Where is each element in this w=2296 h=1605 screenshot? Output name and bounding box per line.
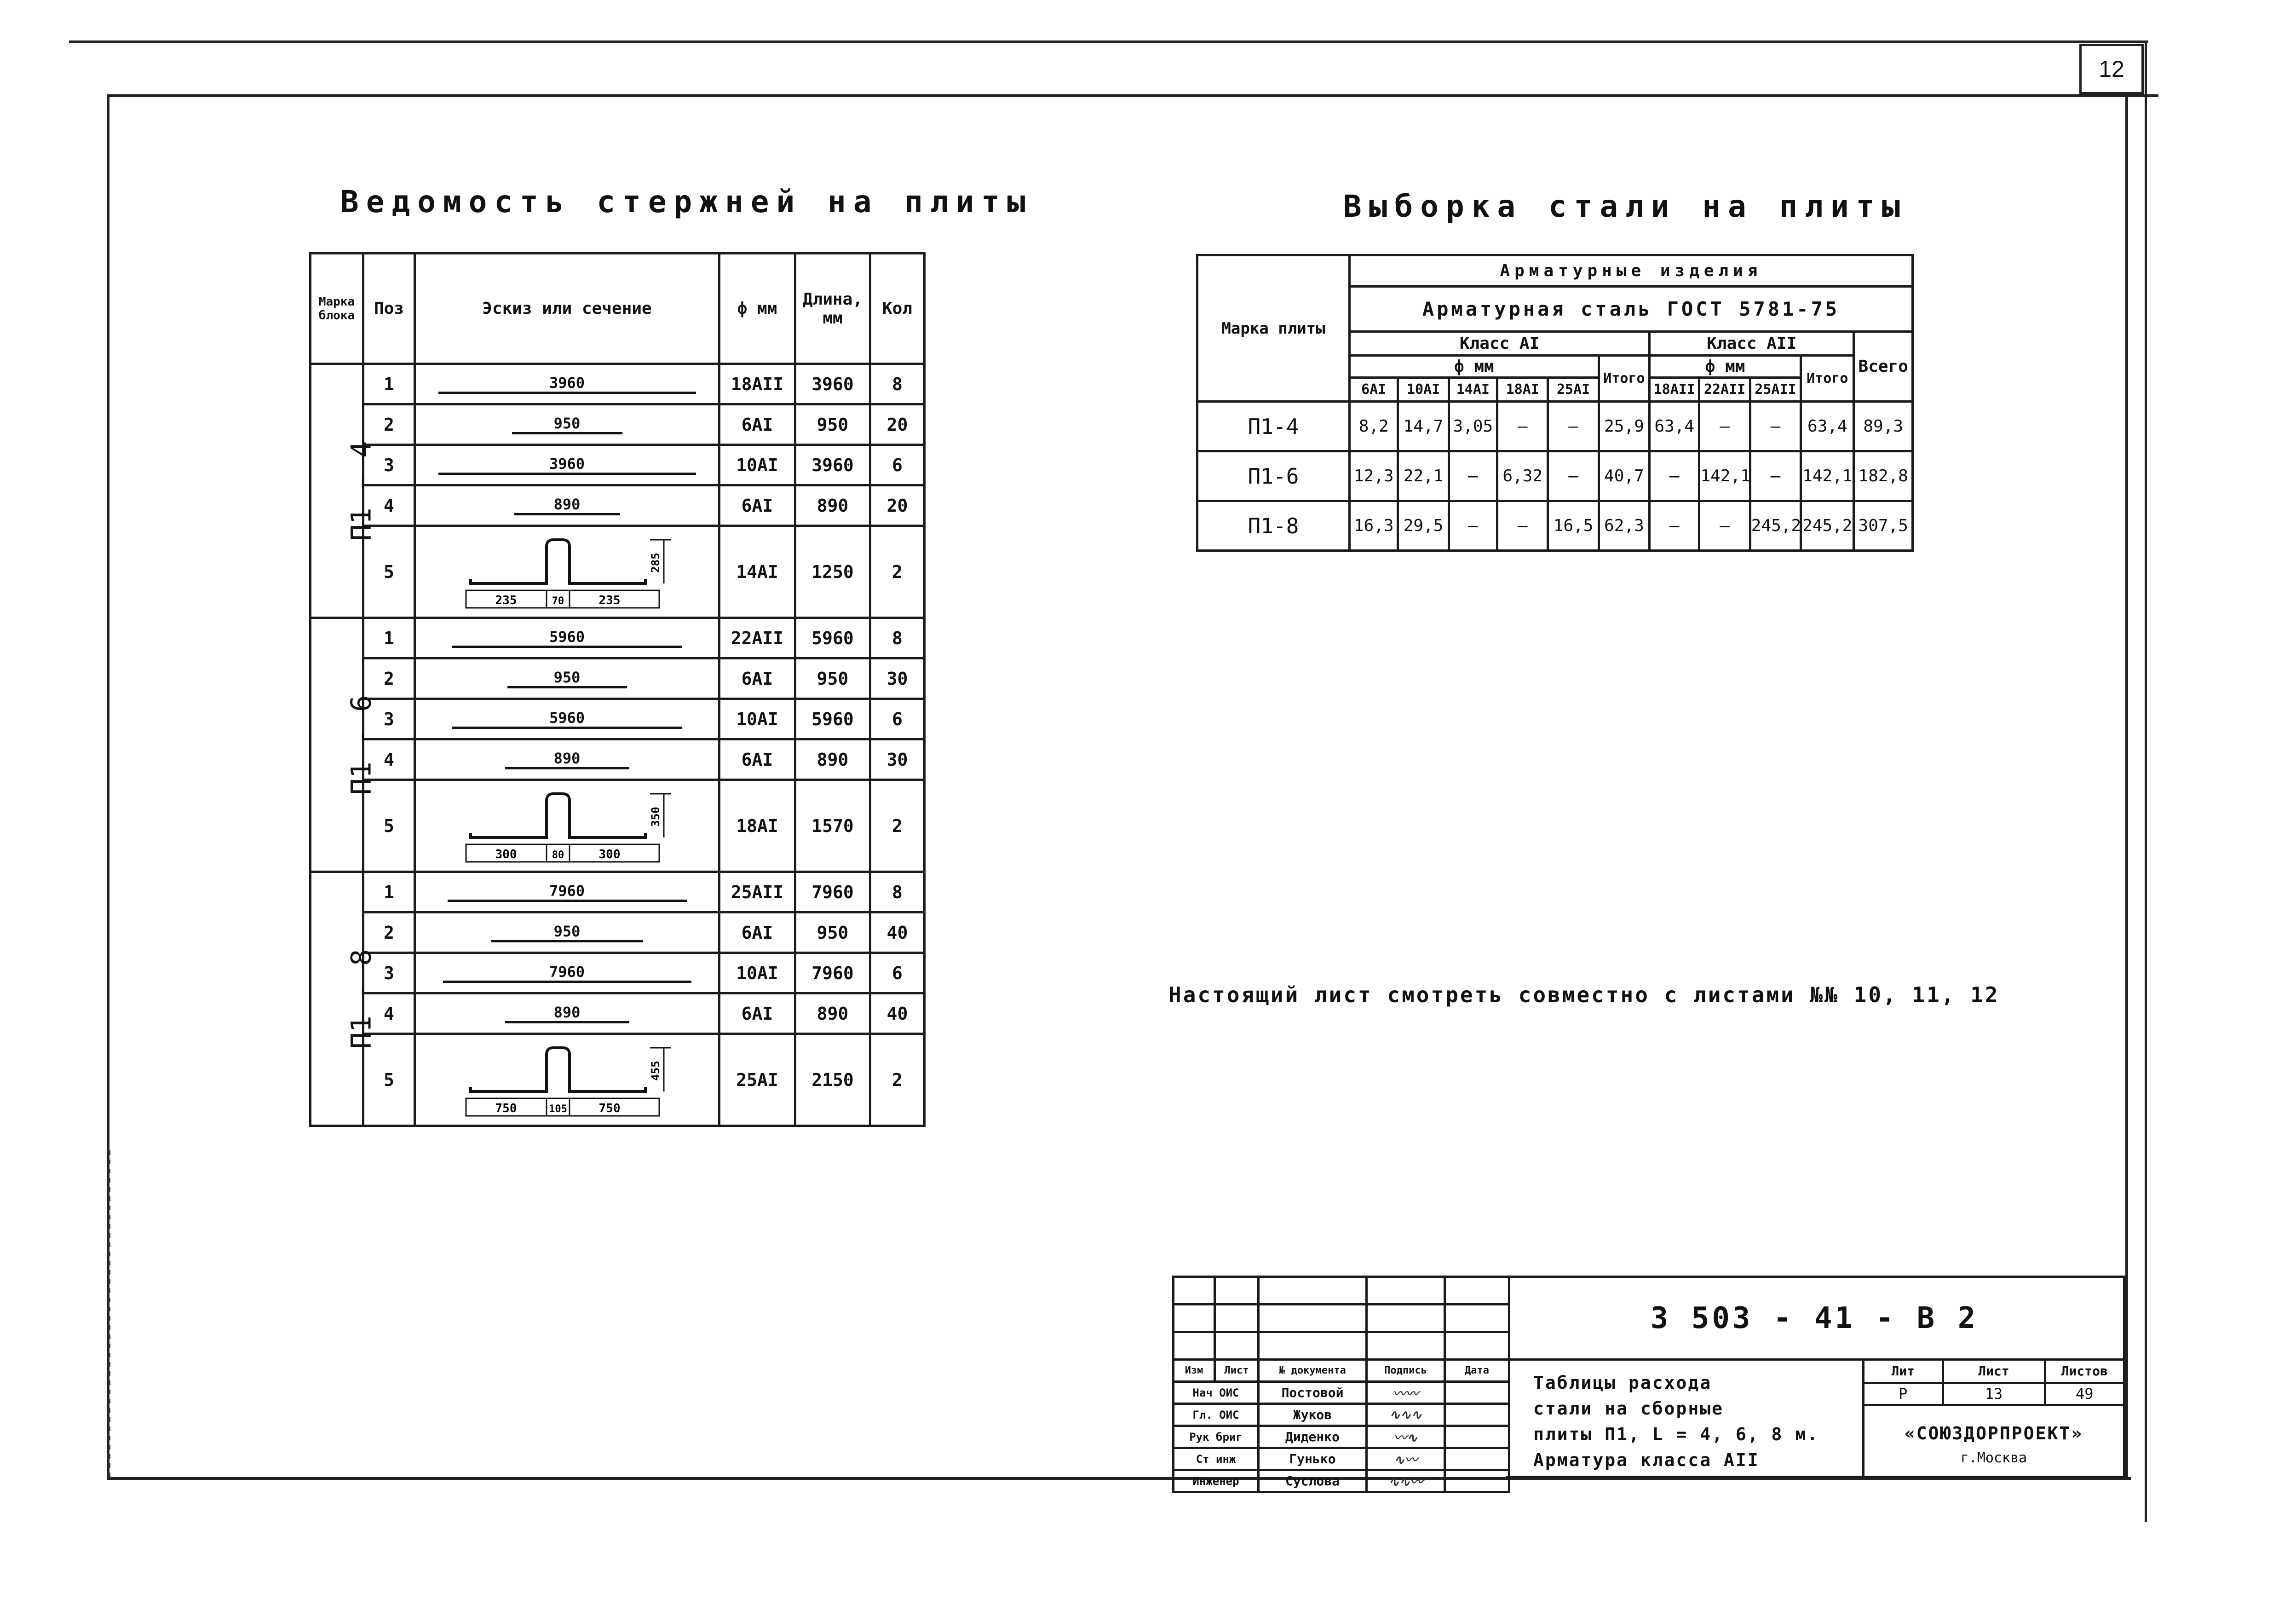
sheets-value: 49 xyxy=(2045,1383,2123,1405)
sketch-straight-bar: 3960 xyxy=(415,445,719,485)
col-25aii: 25AII xyxy=(1750,378,1801,402)
cell-total-ai: 40,7 xyxy=(1599,451,1649,501)
qty: 8 xyxy=(870,364,925,404)
length: 2150 xyxy=(795,1034,870,1126)
pos: 5 xyxy=(363,1034,415,1126)
block-mark-p1-6: П1 - 6 xyxy=(311,618,363,872)
diameter: 6AI xyxy=(719,485,795,526)
staff-name: Жуков xyxy=(1259,1404,1367,1426)
sketch-straight-bar: 5960 xyxy=(415,699,719,739)
cell-total-aii: 142,1 xyxy=(1801,451,1854,501)
svg-text:70: 70 xyxy=(552,595,564,607)
title-block xyxy=(1172,1276,2125,1490)
length: 890 xyxy=(795,739,870,780)
block-mark-p1-8: П1 - 8 xyxy=(311,872,363,1126)
sketch-straight-bar: 890 xyxy=(415,993,719,1034)
cell-total-ai: 25,9 xyxy=(1599,402,1649,451)
cell: 14,7 xyxy=(1398,402,1449,451)
svg-text:455: 455 xyxy=(649,1060,662,1081)
length: 950 xyxy=(795,404,870,445)
col-signature: Подпись xyxy=(1367,1360,1445,1382)
cell: 16,5 xyxy=(1548,501,1599,551)
signature xyxy=(1367,1470,1445,1492)
pos: 4 xyxy=(363,485,415,526)
length: 3960 xyxy=(795,445,870,485)
signature-mark: ∿〰 xyxy=(1393,1452,1418,1467)
frame-left-dotted xyxy=(109,1150,110,1482)
drawing-description xyxy=(1506,1361,1864,1478)
signature-mark: ∿∿〰 xyxy=(1388,1474,1423,1490)
cell-total-aii: 63,4 xyxy=(1801,402,1854,451)
cell-grand-total: 307,5 xyxy=(1854,501,1913,551)
cell: — xyxy=(1449,501,1497,551)
sketch-straight-bar: 3960 xyxy=(415,364,719,404)
header-block-mark: Марка блока xyxy=(311,254,363,364)
cell: — xyxy=(1497,501,1548,551)
qty: 6 xyxy=(870,445,925,485)
signature-mark: ∿∿∿ xyxy=(1389,1407,1422,1422)
pos: 2 xyxy=(363,912,415,953)
frame-right-outer xyxy=(2145,40,2147,1522)
description-line: Таблицы расхода xyxy=(1533,1373,1712,1393)
col-document: № документа xyxy=(1259,1360,1367,1382)
frame-right xyxy=(2125,94,2128,1479)
cell: 142,1 xyxy=(1699,451,1750,501)
cell: 8,2 xyxy=(1350,402,1398,451)
title-block-right xyxy=(1506,1276,2125,1478)
sketch-bent-bar xyxy=(415,1034,719,1126)
length: 5960 xyxy=(795,618,870,658)
cell-total-aii: 245,2 xyxy=(1801,501,1854,551)
diameter: 6AI xyxy=(719,739,795,780)
qty: 30 xyxy=(870,739,925,780)
svg-text:105: 105 xyxy=(548,1103,567,1115)
table-row xyxy=(1197,501,1913,551)
length: 890 xyxy=(795,993,870,1034)
pos: 3 xyxy=(363,699,415,739)
sheet-info-table xyxy=(1864,1361,2123,1406)
diameter: 10AI xyxy=(719,445,795,485)
svg-text:750: 750 xyxy=(495,1101,517,1115)
staff-name: Диденко xyxy=(1259,1426,1367,1448)
organization xyxy=(1864,1411,2123,1478)
table-row xyxy=(1197,402,1913,451)
header-steel-standard: Арматурная сталь ГОСТ 5781-75 xyxy=(1350,287,1913,332)
qty: 20 xyxy=(870,404,925,445)
svg-text:235: 235 xyxy=(495,593,517,607)
length: 1250 xyxy=(795,526,870,618)
signature-mark: 〰〰 xyxy=(1393,1386,1419,1401)
header-class-aii: Класс AII xyxy=(1650,332,1854,356)
svg-text:300: 300 xyxy=(495,847,517,861)
col-change: Изм xyxy=(1174,1360,1215,1382)
pos: 2 xyxy=(363,404,415,445)
header-items: Арматурные изделия xyxy=(1350,255,1913,287)
pos: 2 xyxy=(363,658,415,699)
cell: 29,5 xyxy=(1398,501,1449,551)
cell: — xyxy=(1699,501,1750,551)
diameter: 10AI xyxy=(719,953,795,993)
header-total-ai: Итого xyxy=(1599,356,1649,402)
qty: 40 xyxy=(870,993,925,1034)
header-pos: Поз xyxy=(363,254,415,364)
bent-bar-sketch xyxy=(461,787,673,865)
steel-selection-title: Выборка стали на плиты xyxy=(1343,189,1908,224)
sketch-straight-bar: 890 xyxy=(415,739,719,780)
length: 890 xyxy=(795,485,870,526)
qty: 8 xyxy=(870,618,925,658)
sketch-bent-bar xyxy=(415,780,719,872)
length: 5960 xyxy=(795,699,870,739)
col-sheet: Лист xyxy=(1215,1360,1259,1382)
diameter: 25AII xyxy=(719,872,795,912)
row-mark: П1-4 xyxy=(1197,402,1350,451)
sketch-straight-bar: 5960 xyxy=(415,618,719,658)
bar-schedule-table xyxy=(309,252,926,1127)
bent-bar-sketch xyxy=(461,533,673,611)
staff-role: Гл. ОИС xyxy=(1174,1404,1259,1426)
sketch-straight-bar: 7960 xyxy=(415,872,719,912)
length: 950 xyxy=(795,912,870,953)
svg-text:300: 300 xyxy=(598,847,620,861)
header-qty: Кол xyxy=(870,254,925,364)
bar-schedule-title: Ведомость стержней на плиты xyxy=(340,184,1033,219)
diameter: 25AI xyxy=(719,1034,795,1126)
pos: 1 xyxy=(363,364,415,404)
cell: 245,2 xyxy=(1750,501,1801,551)
header-dia-ai: ф мм xyxy=(1350,356,1599,378)
diameter: 6AI xyxy=(719,658,795,699)
sketch-straight-bar: 890 xyxy=(415,485,719,526)
sketch-straight-bar: 950 xyxy=(415,912,719,953)
table-row xyxy=(1197,451,1913,501)
cell: 22,1 xyxy=(1398,451,1449,501)
col-14ai: 14AI xyxy=(1449,378,1497,402)
staff-role: Ст инж xyxy=(1174,1448,1259,1470)
svg-text:235: 235 xyxy=(598,593,620,607)
cell-total-ai: 62,3 xyxy=(1599,501,1649,551)
sheet-number: 12 xyxy=(2099,56,2124,82)
pos: 5 xyxy=(363,526,415,618)
col-10ai: 10AI xyxy=(1398,378,1449,402)
staff-role: Рук бриг xyxy=(1174,1426,1259,1448)
pos: 3 xyxy=(363,445,415,485)
sketch-bent-bar xyxy=(415,526,719,618)
signature-mark: 〰∿ xyxy=(1393,1430,1418,1445)
qty: 6 xyxy=(870,699,925,739)
sheet-value: 13 xyxy=(1943,1383,2045,1405)
cell: — xyxy=(1548,451,1599,501)
svg-text:80: 80 xyxy=(552,849,564,861)
col-18ai: 18AI xyxy=(1497,378,1548,402)
pos: 3 xyxy=(363,953,415,993)
cell: — xyxy=(1650,501,1699,551)
col-6ai: 6AI xyxy=(1350,378,1398,402)
title-block-staff-table xyxy=(1172,1276,1510,1493)
diameter: 14AI xyxy=(719,526,795,618)
qty: 2 xyxy=(870,1034,925,1126)
staff-role: Нач ОИС xyxy=(1174,1382,1259,1404)
cell: 63,4 xyxy=(1650,402,1699,451)
diameter: 6AI xyxy=(719,912,795,953)
col-date: Дата xyxy=(1445,1360,1509,1382)
description-line: стали на сборные xyxy=(1533,1398,1724,1419)
stage-label: Лит xyxy=(1864,1361,1943,1383)
header-class-ai: Класс AI xyxy=(1350,332,1650,356)
stage-value: Р xyxy=(1864,1383,1943,1405)
sheet-number-box xyxy=(2079,44,2144,94)
cell: — xyxy=(1750,451,1801,501)
length: 7960 xyxy=(795,953,870,993)
cell: 12,3 xyxy=(1350,451,1398,501)
cell: 3,05 xyxy=(1449,402,1497,451)
col-22aii: 22AII xyxy=(1699,378,1750,402)
pos: 5 xyxy=(363,780,415,872)
header-diameter: ф мм xyxy=(719,254,795,364)
description-line: Арматура класса AII xyxy=(1533,1450,1760,1470)
description-line: плиты П1, L = 4, 6, 8 м. xyxy=(1533,1424,1819,1444)
header-total-aii: Итого xyxy=(1801,356,1854,402)
qty: 20 xyxy=(870,485,925,526)
bent-bar-sketch xyxy=(461,1041,673,1119)
svg-text:750: 750 xyxy=(598,1101,620,1115)
qty: 30 xyxy=(870,658,925,699)
staff-role: Инженер xyxy=(1174,1470,1259,1492)
diameter: 6AI xyxy=(719,404,795,445)
col-25ai: 25AI xyxy=(1548,378,1599,402)
cell: — xyxy=(1449,451,1497,501)
header-length: Длина, мм xyxy=(795,254,870,364)
block-mark-p1-4: П1 - 4 xyxy=(311,364,363,618)
note-text: Настоящий лист смотреть совместно с листами №№ 10, 11, 12 xyxy=(1168,982,2000,1007)
header-mark: Марка плиты xyxy=(1197,255,1350,402)
drawing-code: 3 503 - 41 - В 2 xyxy=(1506,1278,2123,1361)
header-sketch: Эскиз или сечение xyxy=(415,254,719,364)
header-dia-aii: ф мм xyxy=(1650,356,1801,378)
qty: 2 xyxy=(870,780,925,872)
row-mark: П1-6 xyxy=(1197,451,1350,501)
staff-name: Суслова xyxy=(1259,1470,1367,1492)
sketch-straight-bar: 950 xyxy=(415,404,719,445)
length: 3960 xyxy=(795,364,870,404)
staff-name: Гунько xyxy=(1259,1448,1367,1470)
organization-city: г.Москва xyxy=(1960,1450,2027,1466)
sheets-label: Листов xyxy=(2045,1361,2123,1383)
pos: 4 xyxy=(363,739,415,780)
col-18aii: 18AII xyxy=(1650,378,1699,402)
signature xyxy=(1367,1448,1445,1470)
length: 7960 xyxy=(795,872,870,912)
diameter: 6AI xyxy=(719,993,795,1034)
sketch-straight-bar: 7960 xyxy=(415,953,719,993)
svg-text:350: 350 xyxy=(649,806,662,827)
cell: — xyxy=(1497,402,1548,451)
frame-top xyxy=(107,94,2158,97)
qty: 2 xyxy=(870,526,925,618)
cell-grand-total: 182,8 xyxy=(1854,451,1913,501)
header-grand-total: Всего xyxy=(1854,332,1913,402)
cell: — xyxy=(1548,402,1599,451)
frame-top-outer xyxy=(69,40,2148,43)
pos: 1 xyxy=(363,872,415,912)
diameter: 18AI xyxy=(719,780,795,872)
organization-name: «СОЮЗДОРПРОЕКТ» xyxy=(1904,1423,2083,1443)
sketch-straight-bar: 950 xyxy=(415,658,719,699)
row-mark: П1-8 xyxy=(1197,501,1350,551)
cell: — xyxy=(1699,402,1750,451)
signature xyxy=(1367,1404,1445,1426)
signature xyxy=(1367,1382,1445,1404)
cell: — xyxy=(1750,402,1801,451)
svg-text:285: 285 xyxy=(649,552,662,573)
qty: 8 xyxy=(870,872,925,912)
pos: 4 xyxy=(363,993,415,1034)
length: 1570 xyxy=(795,780,870,872)
cell: — xyxy=(1650,451,1699,501)
length: 950 xyxy=(795,658,870,699)
cell: 16,3 xyxy=(1350,501,1398,551)
signature xyxy=(1367,1426,1445,1448)
diameter: 18AII xyxy=(719,364,795,404)
diameter: 22AII xyxy=(719,618,795,658)
qty: 40 xyxy=(870,912,925,953)
sheet-label: Лист xyxy=(1943,1361,2045,1383)
staff-name: Постовой xyxy=(1259,1382,1367,1404)
qty: 6 xyxy=(870,953,925,993)
steel-selection-table xyxy=(1196,254,1914,552)
pos: 1 xyxy=(363,618,415,658)
diameter: 10AI xyxy=(719,699,795,739)
cell: 6,32 xyxy=(1497,451,1548,501)
cell-grand-total: 89,3 xyxy=(1854,402,1913,451)
